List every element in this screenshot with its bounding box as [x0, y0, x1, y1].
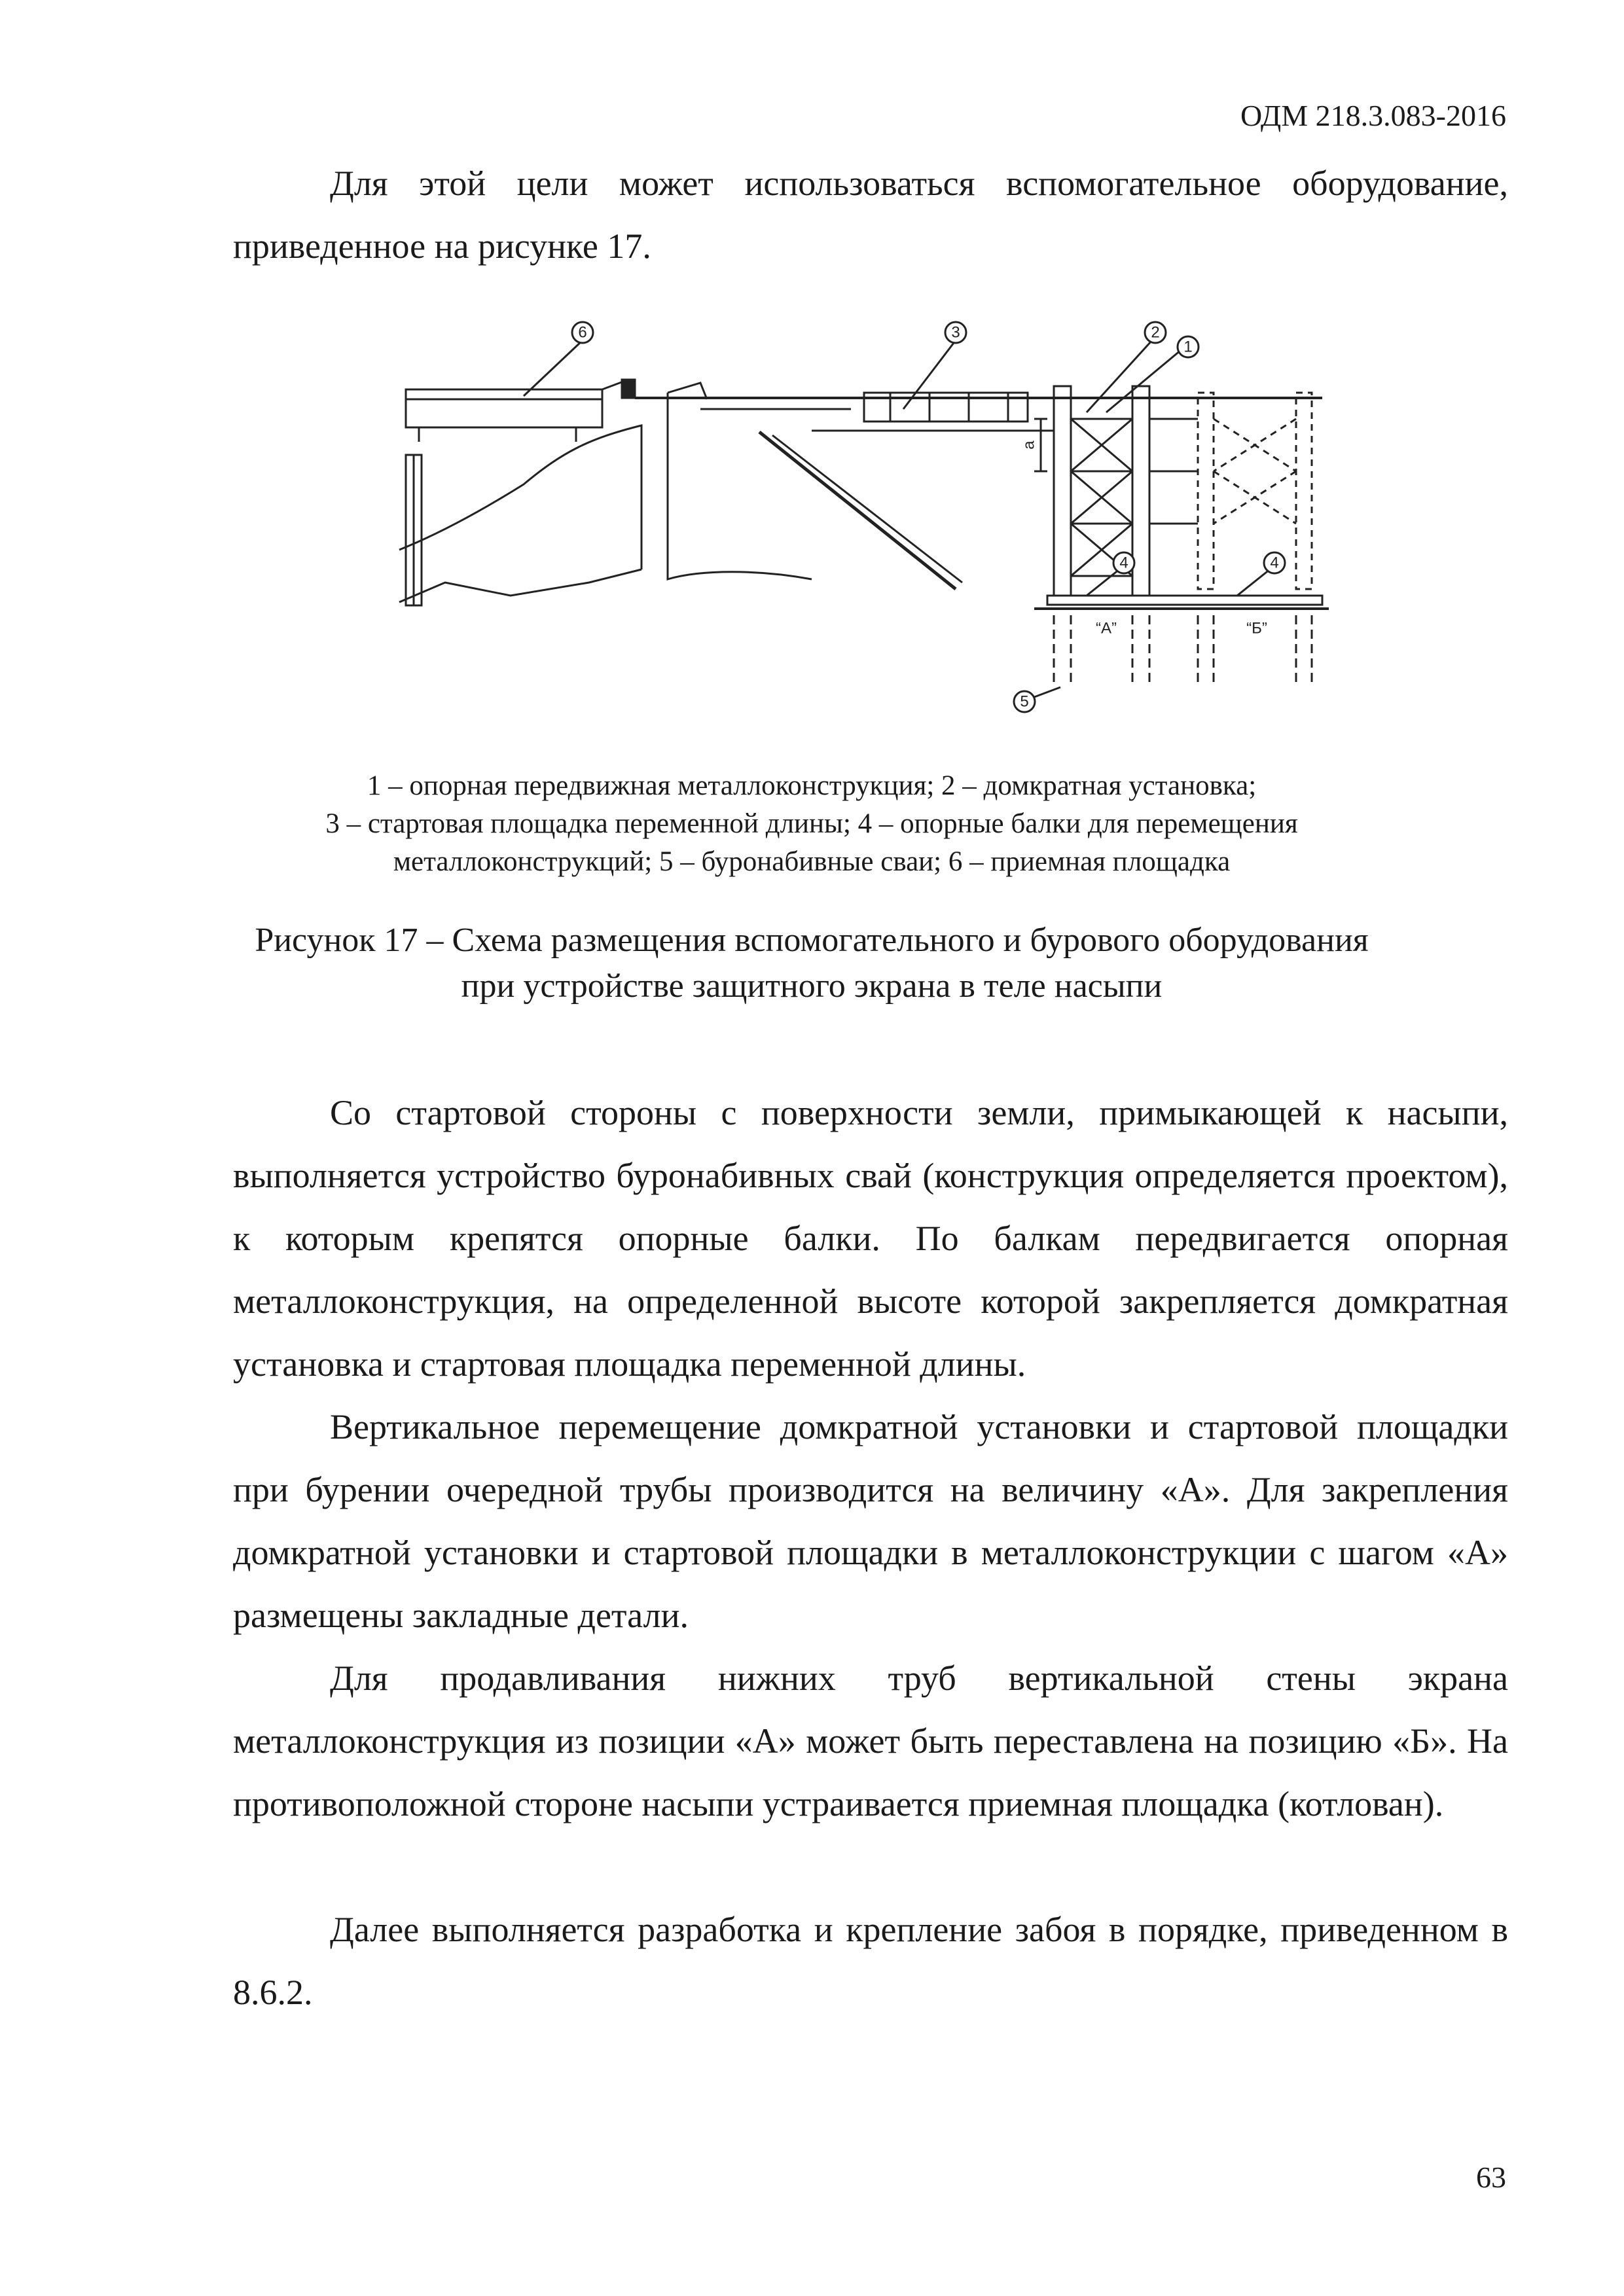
- receiving-platform: [406, 380, 635, 605]
- callout-2: 2: [1151, 323, 1160, 342]
- callout-4a: 4: [1119, 554, 1128, 572]
- dimension-label: а: [1020, 440, 1038, 450]
- body-paragraph: Далее выполняется разработка и крепление забоя в порядке, приведенном в 8.6.2.: [233, 1910, 1508, 2012]
- legend-line: 1 – опорная передвижная металлоконструкция; 2 – домкратная установка;: [367, 770, 1257, 801]
- support-beam: [1047, 596, 1322, 605]
- body-paragraph: Для продавливания нижних труб вертикальной стены экрана металлоконструкция из позиции «А» может быть переставлена на позицию «Б». На противоположной стороне насыпи устраивается приемная площадка (котлован).: [233, 1659, 1508, 1823]
- figure-17-drawing: [393, 321, 1335, 740]
- callout-5: 5: [1020, 692, 1029, 711]
- figure-legend: [216, 767, 1407, 881]
- body-paragraph: Вертикальное перемещение домкратной установки и стартовой площадки при бурении очередной трубы производится на величину «А». Для закрепления домкратной установки и стартовой площадки в металлоконструкции с шагом «А» размещены закладные детали.: [233, 1407, 1508, 1635]
- legend-line: 3 – стартовая площадка переменной длины; 4 – опорные балки для перемещения: [325, 808, 1298, 839]
- figure-caption: [196, 918, 1427, 1009]
- body-paragraph: Со стартовой стороны с поверхности земли, примыкающей к насыпи, выполняется устройство буронабивных свай (конструкция определяется проектом), к которым крепятся опорные балки. По балкам передвигается опорная металлоконструкция, на определенной высоте которой закрепляется домкратная установка и стартовая площадка переменной длины.: [233, 1093, 1508, 1384]
- callout-1: 1: [1183, 338, 1193, 356]
- intro-paragraph: [233, 152, 1508, 278]
- position-label-b: “Б”: [1246, 619, 1267, 637]
- bored-piles: [1054, 615, 1312, 687]
- intro-text: Для этой цели может использоваться вспомогательное оборудование, приведенное на рисунке 17.: [233, 164, 1508, 266]
- callout-3: 3: [951, 323, 960, 342]
- alternate-position-b: [1198, 393, 1312, 589]
- callout-6: 6: [578, 323, 587, 342]
- page-number: 63: [1476, 2161, 1506, 2194]
- caption-line: при устройстве защитного экрана в теле насыпи: [461, 967, 1163, 1005]
- left-embankment-slope: [399, 425, 641, 569]
- embankment-body: [668, 393, 812, 579]
- caption-line: Рисунок 17 – Схема размещения вспомогательного и бурового оборудования: [255, 922, 1369, 959]
- position-label-a: “А”: [1096, 619, 1117, 637]
- legend-line: металлоконструкций; 5 – буронабивные сваи; 6 – приемная площадка: [393, 846, 1231, 877]
- starting-platform: [759, 393, 1054, 589]
- document-code: ОДМ 218.3.083-2016: [1240, 99, 1506, 132]
- callout-4b: 4: [1270, 554, 1279, 572]
